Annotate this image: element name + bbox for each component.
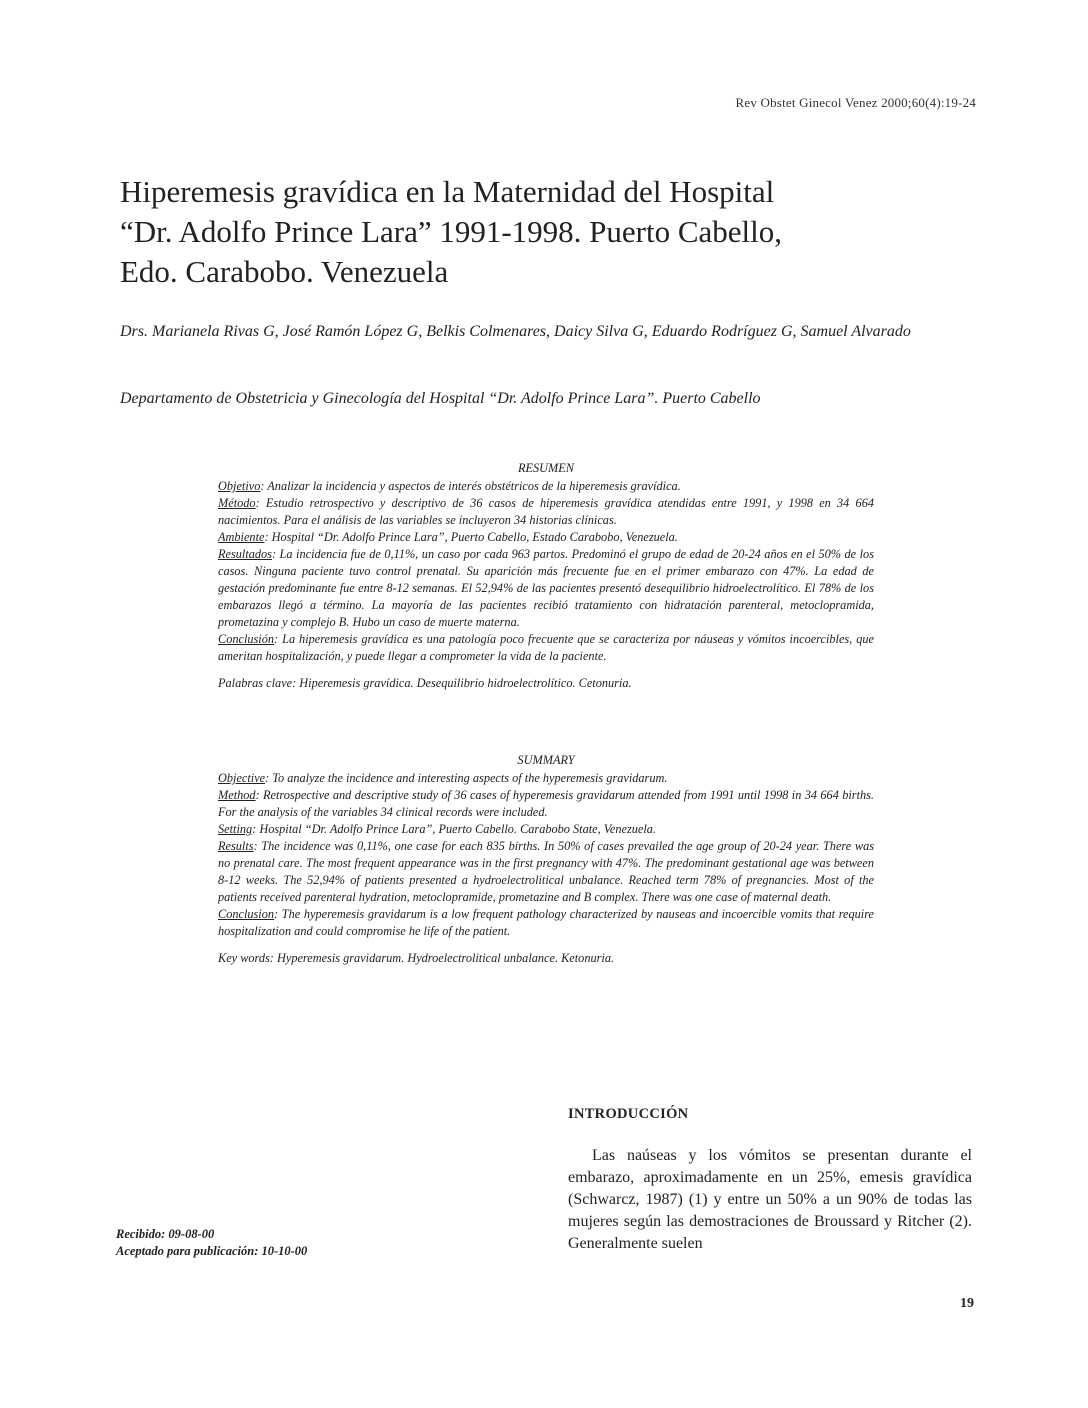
page-number: 19 <box>960 1296 974 1311</box>
setting-label: Setting <box>218 822 253 836</box>
accepted-date: Aceptado para publicación: 10-10-00 <box>116 1244 308 1258</box>
resumen-resultados <box>218 546 874 631</box>
metodo-text: : Estudio retrospectivo y descriptivo de 36 casos de hiperemesis gravídica atendidas entre 1991, y 1998 en 34 664 nacimientos. Para el análisis de las variables se incluyeron 34 historias clínicas. <box>218 496 874 527</box>
objective-label: Objective <box>218 771 266 785</box>
conclusion-label-en: Conclusion <box>218 907 275 921</box>
key-words: Key words: Hyperemesis gravidarum. Hydroelectrolitical unbalance. Ketonuria. <box>218 951 615 965</box>
summary-block <box>218 752 874 967</box>
authors: Drs. Marianela Rivas G, José Ramón López G, Belkis Colmenares, Daicy Silva G, Eduardo Rodríguez G, Samuel Alvarado <box>120 323 911 340</box>
ambiente-text: : Hospital “Dr. Adolfo Prince Lara”, Puerto Cabello, Estado Carabobo, Venezuela. <box>264 530 678 544</box>
journal-reference: Rev Obstet Ginecol Venez 2000;60(4):19-24 <box>735 95 976 110</box>
resumen-objetivo <box>218 478 874 495</box>
received-date: Recibido: 09-08-00 <box>116 1227 215 1241</box>
title-line: “Dr. Adolfo Prince Lara” 1991-1998. Puerto Cabello, <box>120 214 783 249</box>
title-line: Edo. Carabobo. Venezuela <box>120 254 449 289</box>
setting-text: : Hospital “Dr. Adolfo Prince Lara”, Puerto Cabello. Carabobo State, Venezuela. <box>252 822 657 836</box>
summary-heading: SUMMARY <box>517 753 575 767</box>
conclusion-text-en: : The hyperemesis gravidarum is a low frequent pathology characterized by nauseas and incoercible vomits that require hospitalization and could compromise he life of the patient. <box>218 907 874 938</box>
results-text: : The incidence was 0,11%, one case for each 835 births. In 50% of cases prevailed the age group of 20-24 year. There was no prenatal care. The most frequent appearance was in the first pregnancy with 47%. The predominant gestational age was between 8-12 weeks. The 52,94% of patients presented a hydroelectrolitical unbalance. Reached term 78% of pregnancies. Most of the patients received parenteral hydration, metoclopramide, prometazine and B complex. There was one case of maternal death. <box>218 839 874 904</box>
metodo-label: Método <box>218 496 256 510</box>
summary-setting <box>218 821 874 838</box>
resultados-label: Resultados <box>218 547 272 561</box>
article-title <box>120 172 980 292</box>
method-label: Method <box>218 788 256 802</box>
ambiente-label: Ambiente <box>218 530 265 544</box>
affiliation: Departamento de Obstetricia y Ginecología del Hospital “Dr. Adolfo Prince Lara”. Puerto Cabello <box>120 390 761 407</box>
resumen-conclusion <box>218 631 874 665</box>
summary-results <box>218 838 874 906</box>
objetivo-label: Objetivo <box>218 479 261 493</box>
dates-block <box>116 1226 307 1260</box>
resultados-text: : La incidencia fue de 0,11%, un caso por cada 963 partos. Predominó el grupo de edad de 20-24 años en el 50% de los casos. Ninguna paciente tuvo control prenatal. Su aparición más frecuente fue en el primer embarazo con 47%. La edad de gestación predominante fue entre 8-12 semanas. El 52,94% de las pacientes presentó desequilibrio hidroelectrolítico. El 78% de los embarazos llegó a término. La mayoría de las pacientes recibió tratamiento con hidratación parenteral, metoclopramida, prometazina y complejo B. Hubo un caso de muerte materna. <box>218 547 874 629</box>
introduction-heading: INTRODUCCIÓN <box>568 1106 689 1122</box>
conclusion-label: Conclusión <box>218 632 275 646</box>
introduction-section <box>568 1106 972 1255</box>
results-label: Results <box>218 839 254 853</box>
title-line: Hiperemesis gravídica en la Maternidad del Hospital <box>120 174 775 209</box>
objetivo-text: : Analizar la incidencia y aspectos de interés obstétricos de la hiperemesis gravídica. <box>260 479 681 493</box>
summary-method <box>218 787 874 821</box>
resumen-metodo <box>218 495 874 529</box>
palabras-clave: Palabras clave: Hiperemesis gravídica. Desequilibrio hidroelectrolítico. Cetonuria. <box>218 676 632 690</box>
conclusion-text: : La hiperemesis gravídica es una patología poco frecuente que se caracteriza por náuseas y vómitos incoercibles, que ameritan hospitalización, y puede llegar a comprometer la vida de la paciente. <box>218 632 874 663</box>
resumen-ambiente <box>218 529 874 546</box>
summary-conclusion <box>218 906 874 940</box>
summary-objective <box>218 770 874 787</box>
introduction-paragraph: Las naúseas y los vómitos se presentan durante el embarazo, aproximadamente en un 25%, emesis gravídica (Schwarcz, 1987) (1) y entre un 50% a un 90% de todas las mujeres según las demostraciones de Broussard y Ritcher (2). Generalmente suelen <box>568 1147 972 1252</box>
resumen-heading: RESUMEN <box>517 461 574 475</box>
resumen-block <box>218 460 874 692</box>
objective-text: : To analyze the incidence and interesting aspects of the hyperemesis gravidarum. <box>265 771 668 785</box>
method-text: : Retrospective and descriptive study of 36 cases of hyperemesis gravidarum attended from 1991 until 1998 in 34 664 births. For the analysis of the variables 34 clinical records were included. <box>218 788 874 819</box>
